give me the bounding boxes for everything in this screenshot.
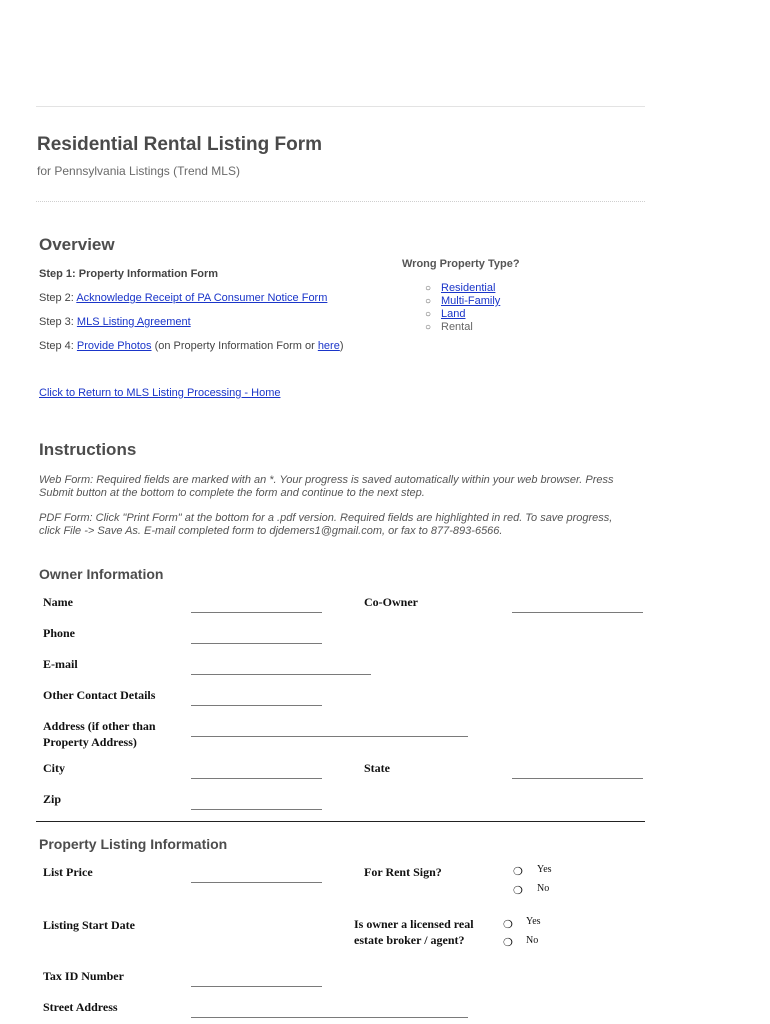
other-contact-field[interactable] [191, 705, 322, 706]
web-form-instructions: Web Form: Required fields are marked with an *. Your progress is saved automatically within your web browser. Press Submit button at the bottom to complete the form and continue to the next step. [39, 474, 614, 499]
step-1 [39, 268, 218, 280]
step-2 [39, 292, 327, 304]
page-subtitle: for Pennsylvania Listings (Trend MLS) [37, 164, 240, 178]
street-address-label: Street Address [43, 1000, 118, 1014]
page-title: Residential Rental Listing Form [37, 134, 323, 155]
owner-heading: Owner Information [39, 566, 164, 582]
step-1-label: Step 1: Property Information Form [39, 268, 219, 280]
bullet-icon: ○ [425, 283, 432, 294]
return-home-link[interactable]: Click to Return to MLS Listing Processing - Home [39, 387, 281, 399]
co-owner-field[interactable] [512, 612, 643, 613]
tax-id-label: Tax ID Number [43, 969, 124, 983]
city-field[interactable] [191, 778, 322, 779]
overview-heading: Overview [39, 235, 115, 254]
section-divider [36, 821, 645, 822]
bullet-icon: ○ [425, 322, 432, 333]
consumer-notice-link[interactable]: Acknowledge Receipt of PA Consumer Notice Form [76, 292, 328, 304]
phone-label: Phone [43, 626, 76, 640]
state-label: State [364, 761, 390, 775]
email-field[interactable] [191, 674, 371, 675]
broker-no-radio[interactable]: ❍ [503, 936, 513, 949]
rent-sign-no-radio[interactable]: ❍ [513, 884, 523, 897]
step-2-prefix: Step 2: [39, 292, 77, 304]
residential-link[interactable]: Residential [441, 282, 496, 294]
step-3-prefix: Step 3: [39, 316, 77, 328]
wrong-type-heading: Wrong Property Type? [402, 258, 520, 270]
bullet-icon: ○ [425, 309, 432, 320]
rent-sign-label: For Rent Sign? [364, 865, 442, 879]
top-divider [36, 106, 645, 107]
list-price-label: List Price [43, 865, 93, 879]
property-type-item [424, 295, 500, 308]
address-field[interactable] [191, 736, 468, 737]
step-4 [39, 340, 344, 352]
email-label: E-mail [43, 657, 78, 671]
broker-yes-radio[interactable]: ❍ [503, 918, 513, 931]
property-type-list [424, 282, 500, 334]
listing-agreement-link[interactable]: MLS Listing Agreement [76, 316, 191, 328]
zip-field[interactable] [191, 809, 322, 810]
rent-sign-yes-radio[interactable]: ❍ [513, 865, 523, 878]
bullet-icon: ○ [425, 296, 432, 307]
step-4-prefix: Step 4: [39, 340, 77, 352]
rent-sign-yes-label: Yes [537, 864, 552, 875]
broker-yes-label: Yes [526, 916, 541, 927]
state-field[interactable] [512, 778, 643, 779]
name-field[interactable] [191, 612, 322, 613]
street-address-field[interactable] [191, 1017, 468, 1018]
other-contact-label: Other Contact Details [43, 688, 156, 702]
step-4-middle: (on Property Information Form or [151, 340, 318, 352]
land-link[interactable]: Land [441, 308, 466, 320]
pdf-form-instructions: PDF Form: Click "Print Form" at the bottom for a .pdf version. Required fields are highlighted in red. To save progress, click File -> Save As. E-mail completed form to djdemers1@gmail.com, or fax to 877-893-6566. [39, 512, 613, 537]
property-type-item [424, 321, 500, 334]
multi-family-link[interactable]: Multi-Family [441, 295, 501, 307]
return-home [39, 387, 280, 399]
property-type-item [424, 308, 500, 321]
phone-field[interactable] [191, 643, 322, 644]
property-heading: Property Listing Information [39, 836, 228, 852]
address-label: Address (if other than Property Address) [43, 719, 156, 749]
provide-photos-link[interactable]: Provide Photos [76, 340, 152, 352]
name-label: Name [43, 595, 73, 609]
instructions-heading: Instructions [39, 440, 137, 459]
city-label: City [43, 761, 65, 775]
zip-label: Zip [43, 792, 62, 806]
list-price-field[interactable] [191, 882, 322, 883]
tax-id-field[interactable] [191, 986, 322, 987]
property-type-item [424, 282, 500, 295]
listing-start-label: Listing Start Date [43, 918, 135, 932]
step-3 [39, 316, 191, 328]
here-link[interactable]: here [317, 340, 340, 352]
licensed-broker-label: Is owner a licensed real estate broker / agent? [354, 917, 474, 947]
step-4-suffix: ) [339, 340, 344, 352]
rent-sign-no-label: No [537, 883, 550, 894]
co-owner-label: Co-Owner [364, 595, 418, 609]
dotted-divider [36, 201, 645, 202]
rental-current: Rental [441, 321, 473, 333]
broker-no-label: No [526, 935, 539, 946]
